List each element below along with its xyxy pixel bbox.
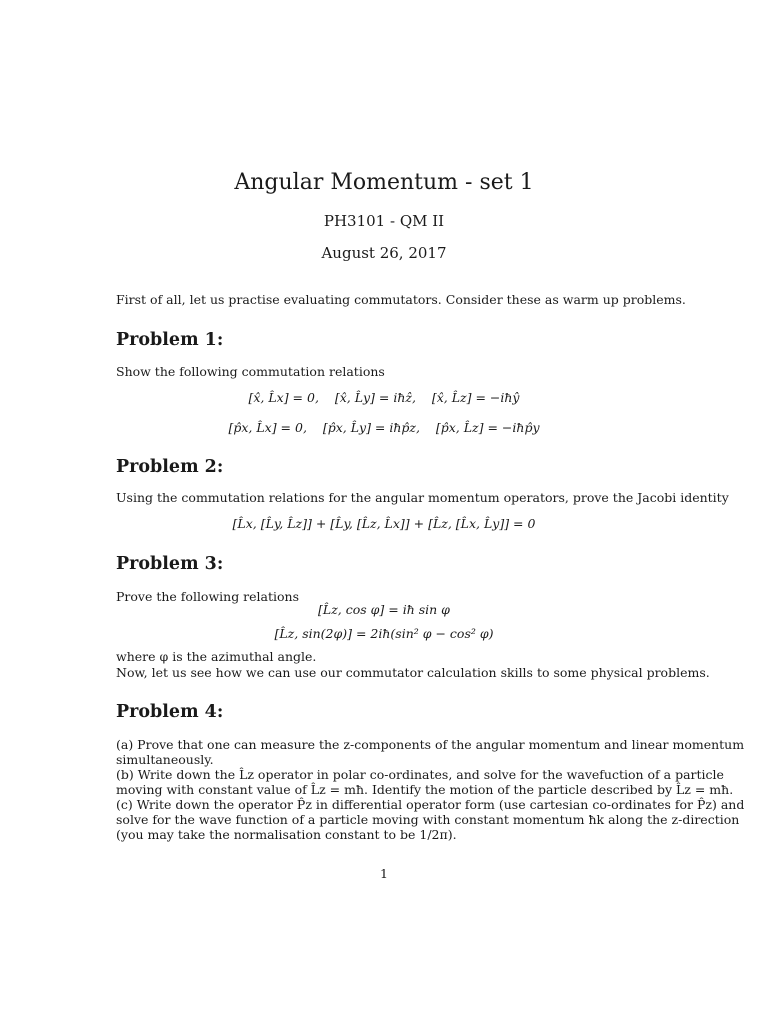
course-code: PH3101 - QM II (323, 212, 445, 230)
page-number: 1 (380, 866, 388, 881)
problem-1-text: Show the following commutation relations (116, 364, 385, 379)
date: August 26, 2017 (321, 244, 447, 262)
problem-4-line: moving with constant value of L̂z = mħ. Identify the motion of the particle described by L̂z = mħ. (116, 782, 734, 797)
problem-4-line: simultaneously. (116, 752, 214, 767)
problem-3-equation-2: [L̂z, sin(2φ)] = 2iħ(sin² φ − cos² φ) (274, 626, 494, 641)
problem-1-equation-2: [p̂x, L̂x] = 0, [p̂x, L̂y] = iħp̂z, [p̂x, L̂z] = −iħp̂y (228, 420, 540, 435)
problem-4-line: (c) Write down the operator P̂z in differential operator form (use cartesian co-ordinates for P̂z) and (116, 797, 745, 812)
problem-3-equation-1: [L̂z, cos φ] = iħ sin φ (318, 602, 450, 617)
problem-1-equation-1: [x̂, L̂x] = 0, [x̂, L̂y] = iħẑ, [x̂, L̂z] = −iħŷ (248, 390, 520, 405)
problem-2-equation: [L̂x, [L̂y, L̂z]] + [L̂y, [L̂z, L̂x]] + [L̂z, [L̂x, L̂y]] = 0 (232, 516, 536, 531)
problem-2-heading: Problem 2: (116, 457, 224, 477)
problem-4-line: solve for the wave function of a particle moving with constant momentum ħk along the z-direction (116, 812, 740, 827)
problem-3-text: Prove the following relations (116, 589, 300, 604)
problem-4-line: (a) Prove that one can measure the z-components of the angular momentum and linear momentum (116, 737, 745, 752)
problem-4-heading: Problem 4: (116, 702, 224, 722)
problem-4-line: (b) Write down the L̂z operator in polar co-ordinates, and solve for the wavefuction of a particle (116, 767, 724, 782)
intro-text: First of all, let us practise evaluating commutators. Consider these as warm up problems. (116, 292, 686, 307)
problem-3-after-1: where φ is the azimuthal angle. (116, 649, 317, 664)
problem-3-heading: Problem 3: (116, 554, 224, 574)
problem-1-heading: Problem 1: (116, 330, 224, 350)
problem-4-line: (you may take the normalisation constant to be 1/2π). (116, 827, 457, 842)
problem-3-after-2: Now, let us see how we can use our commutator calculation skills to some physical problems. (116, 665, 710, 680)
paper-title: Angular Momentum - set 1 (234, 170, 534, 195)
problem-2-text: Using the commutation relations for the angular momentum operators, prove the Jacobi identity (116, 490, 729, 505)
